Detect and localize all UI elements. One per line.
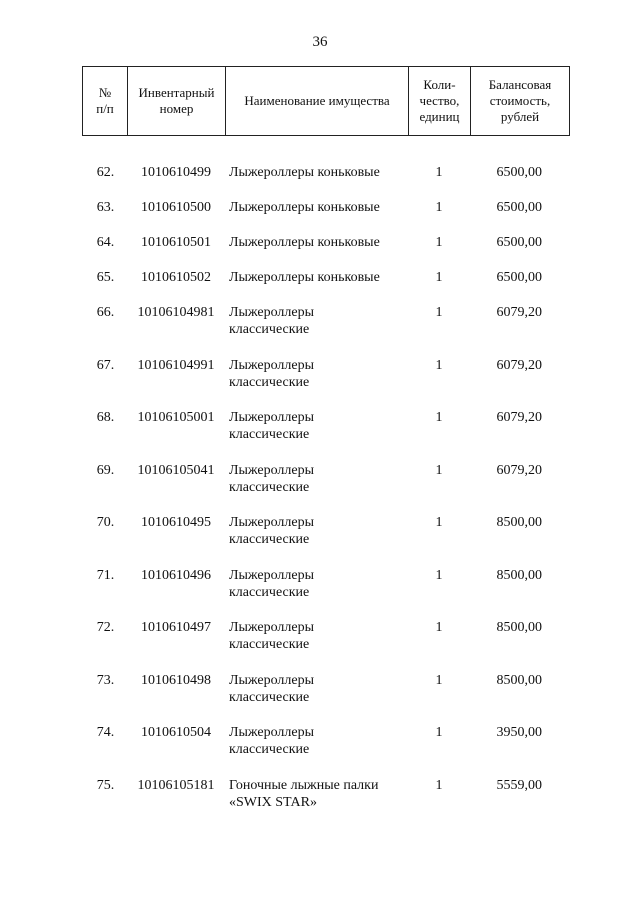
row-inventory-number: 10106104991	[137, 357, 215, 373]
row-inventory-number: 1010610498	[141, 672, 211, 688]
row-balance-value: 8500,00	[496, 620, 542, 635]
row-balance-value: 6079,20	[496, 357, 542, 373]
row-inventory-number: 1010610500	[141, 200, 211, 215]
row-property-name	[225, 199, 408, 234]
table-row	[82, 672, 570, 725]
row-property-name	[225, 514, 408, 567]
property-name-line: Гоночные лыжные палки	[229, 777, 379, 793]
row-property-name	[225, 462, 408, 515]
row-balance-value: 6079,20	[496, 410, 542, 425]
row-balance-value: 6079,20	[496, 462, 542, 478]
table-row	[82, 514, 570, 567]
property-name-line: классические	[229, 427, 310, 442]
table-row	[82, 409, 570, 462]
row-property-name	[225, 164, 408, 199]
row-balance-value: 8500,00	[496, 672, 542, 688]
property-name-line: классические	[229, 584, 310, 600]
row-number: 70.	[96, 515, 115, 530]
row-number: 71.	[96, 567, 115, 583]
row-quantity: 1	[435, 462, 443, 478]
row-inventory-number: 10106105041	[137, 462, 215, 478]
row-balance-value: 6079,20	[496, 305, 542, 320]
property-name-line: Лыжероллеры	[229, 410, 315, 425]
row-balance-value: 8500,00	[496, 515, 542, 530]
table-row	[82, 462, 570, 515]
row-property-name	[225, 269, 408, 304]
property-name-line: Лыжероллеры	[229, 357, 315, 373]
row-inventory-number: 1010610501	[141, 235, 211, 250]
row-quantity: 1	[435, 672, 443, 688]
property-name-line: Лыжероллеры	[229, 567, 315, 583]
header-property-name: Наименование имущества	[226, 67, 409, 135]
table-row	[82, 269, 570, 304]
row-number: 72.	[96, 620, 115, 635]
row-inventory-number: 1010610495	[141, 515, 211, 530]
table-row	[82, 567, 570, 620]
row-quantity: 1	[435, 567, 443, 583]
table-row	[82, 164, 570, 199]
row-balance-value: 6500,00	[496, 200, 542, 215]
property-name-line: Лыжероллеры	[229, 620, 315, 635]
row-quantity: 1	[435, 235, 443, 250]
table-body	[82, 164, 570, 829]
row-quantity: 1	[435, 620, 443, 635]
row-quantity: 1	[435, 270, 443, 285]
property-name-line: Лыжероллеры	[229, 515, 315, 530]
table-row	[82, 619, 570, 672]
row-property-name	[225, 567, 408, 620]
row-inventory-number: 10106105181	[137, 777, 215, 793]
row-quantity: 1	[435, 515, 443, 530]
row-number: 64.	[96, 235, 115, 250]
table-row	[82, 777, 570, 830]
row-number: 63.	[96, 200, 115, 215]
table-row	[82, 234, 570, 269]
row-balance-value: 8500,00	[496, 567, 542, 583]
table-header	[82, 66, 570, 136]
row-balance-value: 3950,00	[496, 725, 542, 740]
table-row	[82, 304, 570, 357]
row-balance-value: 5559,00	[496, 777, 542, 793]
property-name-line: классические	[229, 479, 310, 495]
row-quantity: 1	[435, 410, 443, 425]
row-property-name	[225, 619, 408, 672]
row-inventory-number: 1010610497	[141, 620, 211, 635]
row-number: 68.	[96, 410, 115, 425]
property-name-line: классические	[229, 374, 310, 390]
row-inventory-number: 1010610499	[141, 165, 211, 180]
row-number: 66.	[96, 305, 115, 320]
table-row	[82, 724, 570, 777]
row-balance-value: 6500,00	[496, 165, 542, 180]
row-quantity: 1	[435, 200, 443, 215]
row-property-name	[225, 357, 408, 410]
row-number: 67.	[96, 357, 115, 373]
header-inventory-number: Инвентарный номер	[128, 67, 226, 135]
header-quantity: Коли- чество, единиц	[409, 67, 471, 135]
property-name-line: классические	[229, 322, 310, 337]
row-property-name	[225, 777, 408, 830]
row-inventory-number: 1010610504	[141, 725, 211, 740]
row-quantity: 1	[435, 305, 443, 320]
table-row	[82, 357, 570, 410]
property-name-line: Лыжероллеры	[229, 462, 315, 478]
row-number: 69.	[96, 462, 115, 478]
row-balance-value: 6500,00	[496, 270, 542, 285]
property-name-line: Лыжероллеры коньковые	[229, 200, 380, 215]
property-name-line: классические	[229, 532, 310, 547]
row-quantity: 1	[435, 357, 443, 373]
row-property-name	[225, 304, 408, 357]
property-name-line: Лыжероллеры коньковые	[229, 165, 380, 180]
row-property-name	[225, 409, 408, 462]
property-name-line: классические	[229, 689, 310, 705]
property-name-line: классические	[229, 742, 310, 757]
row-quantity: 1	[435, 777, 443, 793]
header-number: № п/п	[83, 67, 128, 135]
row-number: 75.	[96, 777, 115, 793]
row-number: 74.	[96, 725, 115, 740]
row-number: 73.	[96, 672, 115, 688]
row-inventory-number: 1010610502	[141, 270, 211, 285]
row-inventory-number: 10106104981	[137, 305, 215, 320]
header-balance-value: Балансовая стоимость, рублей	[488, 77, 552, 124]
page-number: 36	[312, 34, 328, 50]
row-number: 65.	[96, 270, 115, 285]
property-name-line: Лыжероллеры коньковые	[229, 235, 380, 250]
row-inventory-number: 10106105001	[137, 410, 215, 425]
row-inventory-number: 1010610496	[141, 567, 211, 583]
row-quantity: 1	[435, 165, 443, 180]
table-row	[82, 199, 570, 234]
row-property-name	[225, 672, 408, 725]
property-name-line: Лыжероллеры	[229, 305, 315, 320]
row-number: 62.	[96, 165, 115, 180]
property-name-line: классические	[229, 637, 310, 652]
property-name-line: Лыжероллеры	[229, 672, 315, 688]
row-property-name	[225, 234, 408, 269]
row-balance-value: 6500,00	[496, 235, 542, 250]
property-name-line: «SWIX STAR»	[229, 794, 317, 810]
row-quantity: 1	[435, 725, 443, 740]
row-property-name	[225, 724, 408, 777]
property-name-line: Лыжероллеры	[229, 725, 315, 740]
property-name-line: Лыжероллеры коньковые	[229, 270, 380, 285]
